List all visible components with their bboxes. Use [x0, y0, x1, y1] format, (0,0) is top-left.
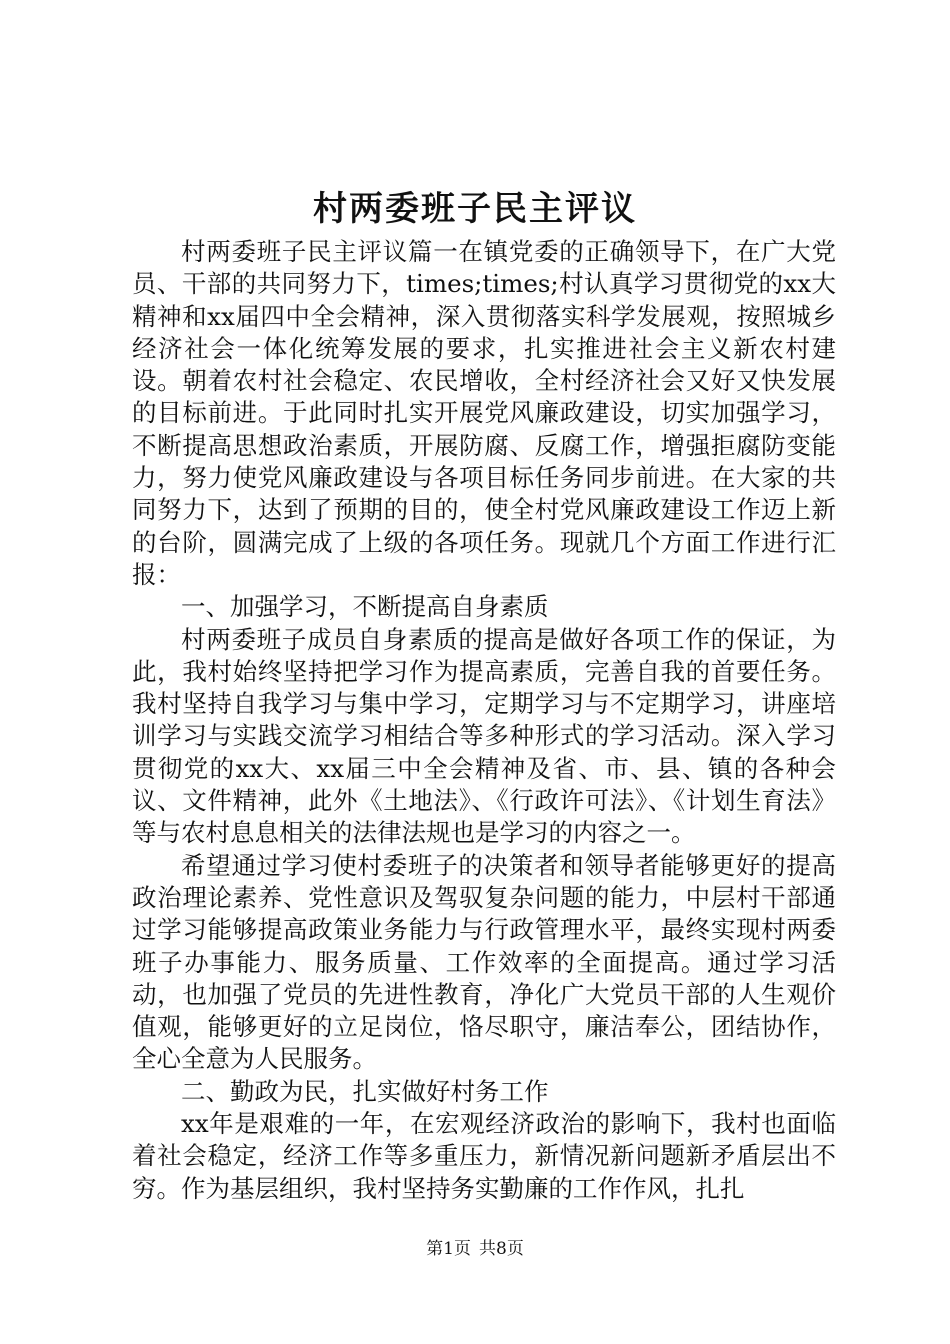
section-heading: 一、加强学习，不断提高自身素质	[181, 592, 549, 622]
paragraph: xx年是艰难的一年，在宏观经济政治的影响下，我村也面临着社会稳定，经济工作等多重压力，新情况新问题新矛盾层出不穷。作为基层组织，我村坚持务实勤廉的工作作风，扎扎	[132, 1109, 836, 1203]
paragraph: 希望通过学习使村委班子的决策者和领导者能够更好的提高政治理论素养、党性意识及驾驭复杂问题的能力，中层村干部通过学习能够提高政策业务能力与行政管理水平，最终实现村两委班子办事能力、服务质量、工作效率的全面提高。通过学习活动，也加强了党员的先进性教育，净化广大党员干部的人生观价值观，能够更好的立足岗位，恪尽职守，廉洁奉公，团结协作，全心全意为人民服务。	[132, 850, 836, 1074]
page-total: 共8页	[479, 1239, 524, 1259]
page-footer	[0, 1237, 950, 1261]
section-heading: 二、勤政为民，扎实做好村务工作	[181, 1076, 549, 1106]
document-body	[132, 236, 836, 1205]
page-number: 第1页	[426, 1239, 471, 1259]
paragraph: 村两委班子成员自身素质的提高是做好各项工作的保证，为此，我村始终坚持把学习作为提高素质，完善自我的首要任务。我村坚持自我学习与集中学习，定期学习与不定期学习，讲座培训学习与实践交流学习相结合等多种形式的学习活动。深入学习贯彻党的xx大、xx届三中全会精神及省、市、县、镇的各种会议、文件精神，此外《土地法》、《行政许可法》、《计划生育法》等与农村息息相关的法律法规也是学习的内容之一。	[132, 624, 836, 848]
document-title: 村两委班子民主评议	[313, 189, 637, 229]
paragraph: 村两委班子民主评议篇一在镇党委的正确领导下，在广大党员、干部的共同努力下，times;times;村认真学习贯彻党的xx大精神和xx届四中全会精神，深入贯彻落实科学发展观，按照城乡经济社会一体化统筹发展的要求，扎实推进社会主义新农村建设。朝着农村社会稳定、农民增收，全村经济社会又好又快发展的目标前进。于此同时扎实开展党风廉政建设，切实加强学习，不断提高思想政治素质，开展防腐、反腐工作，增强拒腐防变能力，努力使党风廉政建设与各项目标任务同步前进。在大家的共同努力下，达到了预期的目的，使全村党风廉政建设工作迈上新的台阶，圆满完成了上级的各项任务。现就几个方面工作进行汇报：	[132, 237, 836, 589]
